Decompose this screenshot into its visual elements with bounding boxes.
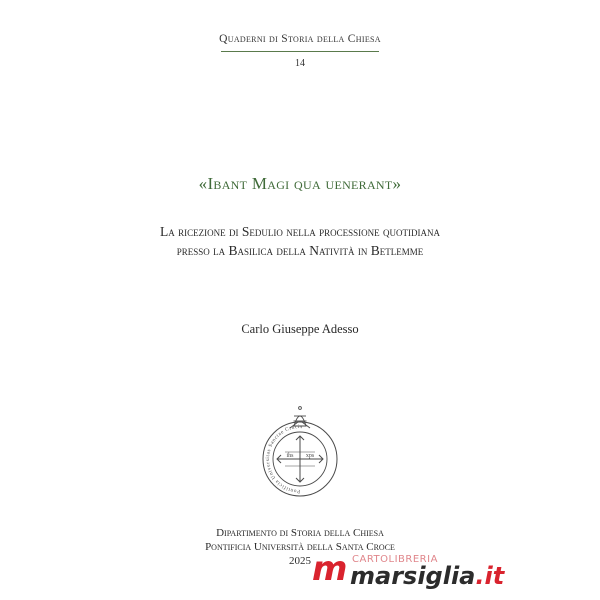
seal-ring-text: Pontificia Universitas Sanctae Crucis [264, 423, 303, 495]
publisher-university: Pontificia Università della Santa Croce [205, 541, 395, 553]
seal-monogram-left: ihs [286, 453, 294, 459]
watermark-m-icon: m [312, 549, 348, 589]
subtitle-line-1: La ricezione di Sedulio nella processione quotidiana [160, 224, 440, 239]
series-number: 14 [295, 58, 305, 69]
watermark-logo [312, 550, 512, 590]
seal-monogram-right: xps [305, 453, 315, 459]
series-name: Quaderni di Storia della Chiesa [219, 33, 381, 45]
seal-emblem-icon [259, 404, 341, 500]
publication-year: 2025 [289, 555, 311, 567]
publisher-department: Dipartimento di Storia della Chiesa [216, 527, 384, 539]
university-seal [259, 404, 341, 500]
watermark-brand-tld: .it [475, 562, 505, 590]
subtitle-line-2: presso la Basilica della Natività in Betlemme [176, 243, 424, 258]
watermark-brand-name: marsiglia [350, 562, 476, 590]
watermark-brand-top: CARTOLIBRERIA [352, 554, 438, 565]
series-divider [221, 51, 379, 52]
author-name: Carlo Giuseppe Adesso [241, 322, 359, 336]
book-title: «Ibant Magi qua uenerant» [198, 174, 402, 193]
cross-icon [277, 436, 323, 482]
book-subtitle [0, 222, 600, 260]
